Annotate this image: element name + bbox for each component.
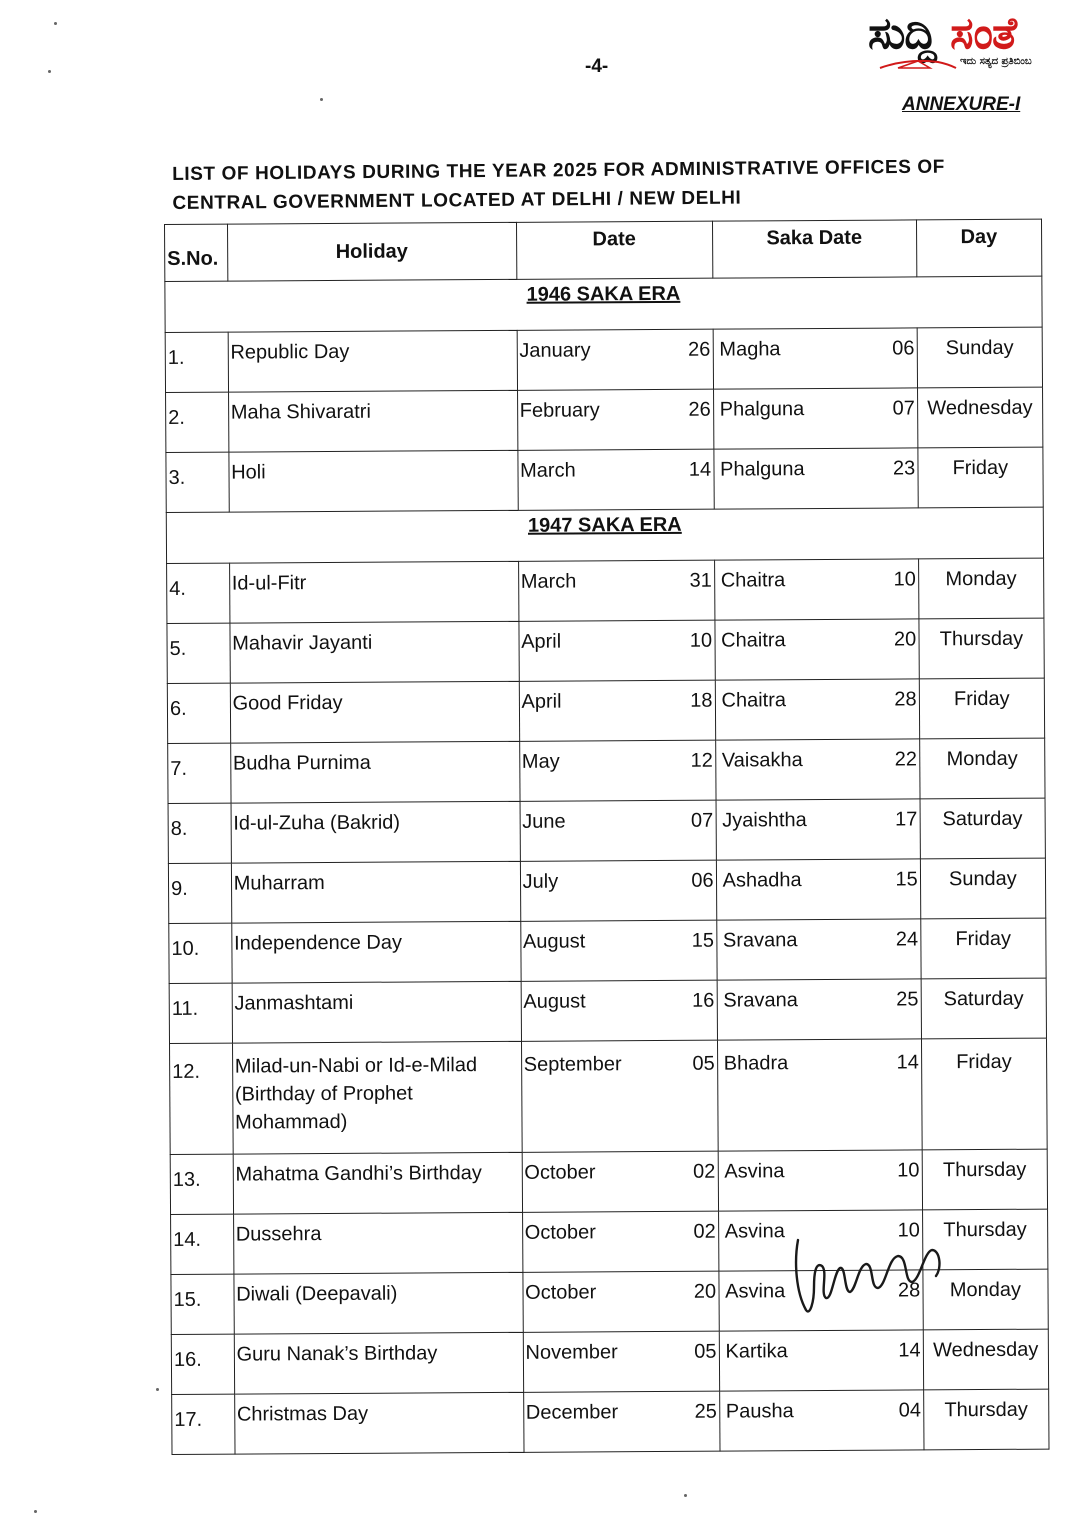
date-cell [523, 1331, 719, 1392]
date-month: October [525, 1281, 597, 1304]
era-heading-row [165, 276, 1042, 332]
saka-month: Bhadra [723, 1052, 789, 1075]
date-day: 15 [691, 929, 715, 952]
saka-month: Asvina [724, 1160, 785, 1183]
table-row [168, 858, 1045, 923]
holiday-name-cell: Budha Purnima [230, 741, 519, 803]
date-day: 02 [693, 1160, 716, 1183]
serial-number-cell: 12. [170, 1043, 233, 1154]
saka-month: Kartika [725, 1340, 788, 1363]
date-cell [517, 449, 713, 510]
page-number: -4- [585, 56, 609, 77]
date-day: 06 [691, 869, 714, 892]
date-month: January [519, 339, 591, 362]
date-cell [521, 1040, 718, 1152]
holiday-name-cell: Diwali (Deepavali) [234, 1272, 523, 1334]
serial-number-cell: 3. [166, 452, 229, 512]
date-day: 05 [692, 1052, 715, 1075]
serial-number-cell: 17. [172, 1394, 235, 1454]
scan-speck [156, 1388, 159, 1391]
saka-day: 10 [897, 1219, 920, 1242]
date-month: April [521, 630, 562, 653]
table-row [169, 978, 1046, 1043]
saka-date-cell [716, 919, 920, 980]
date-month: August [523, 990, 586, 1013]
table-row [169, 918, 1046, 983]
document-title [172, 152, 1033, 218]
saka-day: 24 [895, 928, 919, 951]
era-heading: 1947 SAKA ERA [527, 513, 682, 537]
weekday-cell: Saturday [920, 798, 1046, 859]
date-month: September [523, 1053, 622, 1076]
table-row [172, 1389, 1049, 1454]
weekday-cell: Thursday [922, 1149, 1048, 1210]
holiday-name-cell: Good Friday [230, 681, 519, 743]
date-month: October [524, 1161, 596, 1184]
saka-month: Phalguna [720, 458, 805, 481]
era-heading: 1946 SAKA ERA [526, 282, 681, 306]
saka-date-cell [718, 1150, 922, 1211]
table-row [166, 387, 1043, 452]
holiday-name-cell: Dussehra [233, 1212, 522, 1274]
saka-date-cell [713, 328, 917, 389]
saka-day: 23 [892, 457, 916, 480]
date-cell [517, 329, 713, 390]
annexure-label: ANNEXURE-I [902, 94, 1021, 115]
saka-month: Magha [719, 338, 781, 361]
saka-day: 10 [893, 568, 916, 591]
date-day: 25 [694, 1400, 717, 1423]
date-cell [518, 560, 714, 621]
logo-swoosh-icon [878, 56, 958, 72]
date-month: March [520, 459, 576, 482]
saka-day: 07 [892, 397, 915, 420]
scan-speck [34, 1510, 37, 1513]
saka-month: Chaitra [721, 689, 787, 712]
weekday-cell: Friday [919, 678, 1045, 739]
saka-day: 14 [898, 1339, 921, 1362]
saka-day: 10 [897, 1159, 920, 1182]
saka-day: 06 [892, 337, 915, 360]
logo-word-1: ಸುದ್ದಿ [868, 8, 936, 59]
saka-month: Chaitra [720, 569, 786, 592]
saka-date-cell [716, 859, 920, 920]
date-day: 16 [692, 989, 715, 1012]
date-month: May [521, 750, 560, 773]
serial-number-cell: 16. [171, 1334, 234, 1394]
era-heading-cell [165, 276, 1042, 332]
date-day: 07 [690, 809, 714, 832]
saka-day: 14 [896, 1051, 919, 1074]
weekday-cell: Sunday [917, 327, 1043, 388]
date-cell [523, 1271, 719, 1332]
saka-month: Vaisakha [721, 749, 803, 772]
serial-number-cell: 11. [169, 983, 232, 1043]
saka-day: 28 [897, 1279, 921, 1302]
header-saka-date: Saka Date [712, 220, 916, 278]
holiday-name-cell: Guru Nanak’s Birthday [234, 1332, 523, 1394]
serial-number-cell: 15. [171, 1274, 234, 1334]
serial-number-cell: 6. [167, 683, 230, 743]
saka-month: Asvina [724, 1220, 785, 1243]
logo-word-2: ಸಂತೆ [950, 8, 1017, 59]
date-day: 05 [694, 1340, 717, 1363]
header-holiday: Holiday [227, 222, 516, 281]
saka-day: 17 [895, 808, 918, 831]
weekday-cell: Monday [918, 558, 1044, 619]
saka-month: Sravana [723, 989, 798, 1012]
saka-date-cell [717, 1039, 922, 1151]
date-cell [517, 389, 713, 450]
table-row [167, 558, 1044, 623]
header-sno: S.No. [165, 224, 228, 281]
holiday-name-cell: Mahavir Jayanti [230, 621, 519, 683]
saka-month: Ashadha [722, 869, 802, 892]
serial-number-cell: 10. [169, 923, 232, 983]
scan-speck [54, 22, 57, 25]
saka-day: 22 [894, 748, 918, 771]
saka-date-cell [717, 979, 921, 1040]
date-day: 12 [690, 749, 713, 772]
date-month: December [525, 1401, 619, 1424]
newspaper-logo [868, 10, 1068, 72]
saka-day: 04 [898, 1399, 922, 1422]
scan-speck [48, 70, 51, 73]
weekday-cell: Thursday [919, 618, 1045, 679]
saka-month: Phalguna [719, 398, 805, 421]
header-date: Date [516, 221, 712, 279]
date-day: 20 [693, 1280, 717, 1303]
date-cell [520, 800, 716, 861]
saka-date-cell [714, 559, 918, 620]
date-day: 26 [688, 398, 711, 421]
logo-tagline: ಇದು ಸತ್ಯದ ಪ್ರತಿಬಿಂಬ [960, 56, 1032, 67]
date-cell [520, 920, 716, 981]
holiday-name-cell: Muharram [231, 861, 520, 923]
holiday-name-cell: Holi [229, 450, 518, 512]
table-row [170, 1149, 1047, 1214]
weekday-cell: Wednesday [923, 1329, 1049, 1390]
serial-number-cell: 13. [170, 1154, 233, 1214]
date-month: April [521, 690, 562, 713]
title-line-2: CENTRAL GOVERNMENT LOCATED AT DELHI / NEW DELHI [172, 187, 742, 214]
handwritten-signature [790, 1232, 950, 1322]
table-row [168, 738, 1045, 803]
holiday-name-cell: Janmashtami [232, 981, 521, 1043]
era-heading-row [166, 507, 1043, 563]
serial-number-cell: 14. [171, 1214, 234, 1274]
serial-number-cell: 7. [168, 743, 231, 803]
table-row [167, 618, 1044, 683]
date-month: February [519, 399, 600, 422]
date-cell [519, 740, 715, 801]
date-month: August [522, 930, 586, 953]
saka-day: 28 [894, 688, 917, 711]
saka-month: Pausha [725, 1400, 794, 1423]
weekday-cell: Wednesday [917, 387, 1043, 448]
date-cell [523, 1391, 719, 1452]
weekday-cell: Friday [920, 918, 1046, 979]
saka-month: Jyaishtha [722, 809, 807, 832]
serial-number-cell: 9. [168, 863, 231, 923]
weekday-cell: Thursday [923, 1389, 1049, 1450]
holiday-name-cell: Id-ul-Zuha (Bakrid) [231, 801, 520, 863]
date-cell [520, 860, 716, 921]
header-day: Day [916, 219, 1042, 277]
saka-day: 15 [895, 868, 918, 891]
date-cell [519, 680, 715, 741]
saka-day: 20 [893, 628, 917, 651]
weekday-cell: Friday [921, 1038, 1047, 1150]
date-day: 31 [689, 569, 712, 592]
table-header-row [165, 219, 1042, 281]
date-month: July [522, 870, 559, 893]
holiday-name-cell: Mahatma Gandhi’s Birthday [233, 1152, 522, 1214]
weekday-cell: Friday [918, 447, 1044, 508]
saka-month: Asvina [725, 1280, 786, 1303]
serial-number-cell: 1. [165, 332, 228, 392]
saka-date-cell [713, 388, 917, 449]
weekday-cell: Thursday [922, 1209, 1048, 1270]
saka-date-cell [715, 619, 919, 680]
saka-date-cell [716, 799, 920, 860]
date-cell [521, 980, 717, 1041]
era-heading-cell [166, 507, 1043, 563]
date-month: October [524, 1221, 596, 1244]
saka-month: Sravana [722, 929, 798, 952]
holiday-name-cell: Independence Day [231, 921, 520, 983]
holiday-name-cell: Maha Shivaratri [228, 390, 517, 452]
holiday-name-cell: Id-ul-Fitr [229, 561, 518, 623]
holiday-name-cell: Milad-un-Nabi or Id-e-Milad (Birthday of Prophet Mohammad) [232, 1041, 522, 1154]
serial-number-cell: 2. [166, 392, 229, 452]
date-cell [519, 620, 715, 681]
title-line-1: LIST OF HOLIDAYS DURING THE YEAR 2025 FOR ADMINISTRATIVE OFFICES OF [172, 156, 946, 185]
table-row [170, 1038, 1048, 1154]
serial-number-cell: 4. [167, 563, 230, 623]
date-day: 26 [688, 338, 711, 361]
date-cell [522, 1211, 718, 1272]
date-month: November [525, 1341, 618, 1364]
table-row [171, 1329, 1048, 1394]
saka-date-cell [719, 1390, 923, 1451]
holiday-name-cell: Republic Day [228, 330, 517, 392]
saka-date-cell [713, 448, 917, 509]
table-row [166, 447, 1043, 512]
saka-day: 25 [896, 988, 919, 1011]
weekday-cell: Sunday [920, 858, 1046, 919]
date-day: 10 [689, 629, 713, 652]
weekday-cell: Monday [923, 1269, 1049, 1330]
date-day: 02 [693, 1220, 716, 1243]
serial-number-cell: 5. [167, 623, 230, 683]
scan-speck [684, 1494, 687, 1497]
date-day: 18 [690, 689, 713, 712]
date-cell [522, 1151, 718, 1212]
saka-date-cell [715, 679, 919, 740]
date-month: June [522, 810, 566, 833]
date-day: 14 [688, 458, 712, 481]
serial-number-cell: 8. [168, 803, 231, 863]
saka-month: Chaitra [721, 629, 786, 652]
date-month: March [520, 570, 577, 593]
weekday-cell: Monday [919, 738, 1045, 799]
table-row [168, 798, 1045, 863]
table-row [167, 678, 1044, 743]
scan-speck [320, 98, 323, 101]
holiday-name-cell: Christmas Day [234, 1392, 523, 1454]
table-row [165, 327, 1042, 392]
weekday-cell: Saturday [921, 978, 1047, 1039]
saka-date-cell [715, 739, 919, 800]
saka-date-cell [719, 1330, 923, 1391]
